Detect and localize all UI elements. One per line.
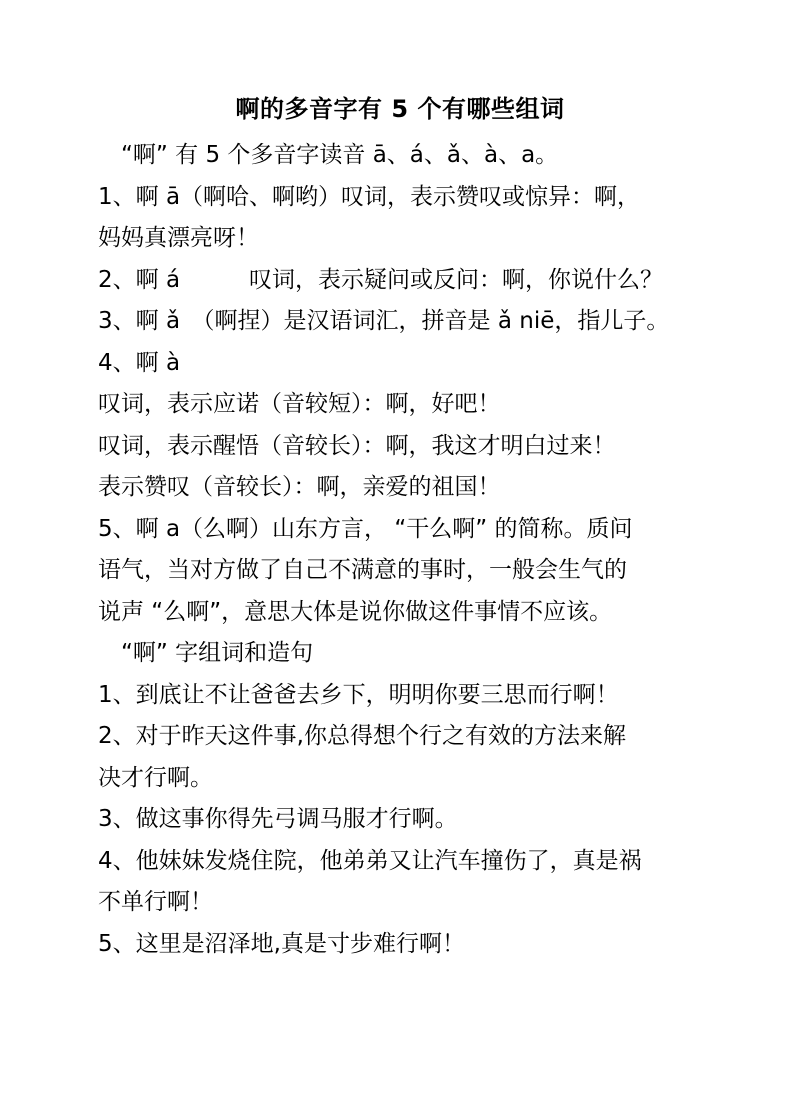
document-body bbox=[98, 135, 702, 965]
text-line: “啊” 字组词和造句 bbox=[98, 640, 314, 666]
text-line: 语气，当对方做了自己不满意的事时，一般会生气的 bbox=[98, 557, 627, 583]
text-line: 1、啊 ā（啊哈、啊哟）叹词，表示赞叹或惊异：啊， bbox=[98, 183, 641, 210]
document-title: 啊的多音字有 5 个有哪些组词 bbox=[235, 95, 565, 123]
text-line: 5、啊 a（么啊）山东方言， “干么啊” 的简称。质问 bbox=[98, 515, 633, 542]
text-line: 2、啊 á 叹词，表示疑问或反问：啊，你说什么？ bbox=[98, 266, 664, 293]
text-line: 4、他妹妹发烧住院，他弟弟又让汽车撞伤了，真是祸 bbox=[98, 847, 642, 874]
text-line: “啊” 有 5 个多音字读音 ā、á、ǎ、à、a。 bbox=[98, 142, 559, 168]
text-line: 3、做这事你得先弓调马服才行啊。 bbox=[98, 806, 458, 832]
text-line: 妈妈真漂亮呀！ bbox=[98, 225, 259, 251]
text-line: 说声 “么啊”，意思大体是说你做这件事情不应该。 bbox=[98, 598, 613, 625]
text-line: 5、这里是沼泽地,真是寸步难行啊！ bbox=[98, 930, 465, 957]
text-line: 3、啊 ǎ （啊捏）是汉语词汇，拼音是 ǎ niē，指儿子。 bbox=[98, 308, 670, 334]
text-line: 2、对于昨天这件事,你总得想个行之有效的方法来解 bbox=[98, 723, 626, 749]
text-line: 不单行啊！ bbox=[98, 889, 213, 915]
text-line: 1、到底让不让爸爸去乡下，明明你要三思而行啊！ bbox=[98, 681, 619, 708]
text-line: 叹词，表示醒悟（音较长）：啊，我这才明白过来！ bbox=[98, 432, 616, 459]
text-line: 表示赞叹（音较长）：啊，亲爱的祖国！ bbox=[98, 474, 501, 500]
text-line: 决才行啊。 bbox=[98, 764, 213, 791]
text-line: 叹词，表示应诺（音较短）：啊，好吧！ bbox=[98, 391, 501, 417]
text-line: 4、啊 à bbox=[98, 349, 181, 376]
